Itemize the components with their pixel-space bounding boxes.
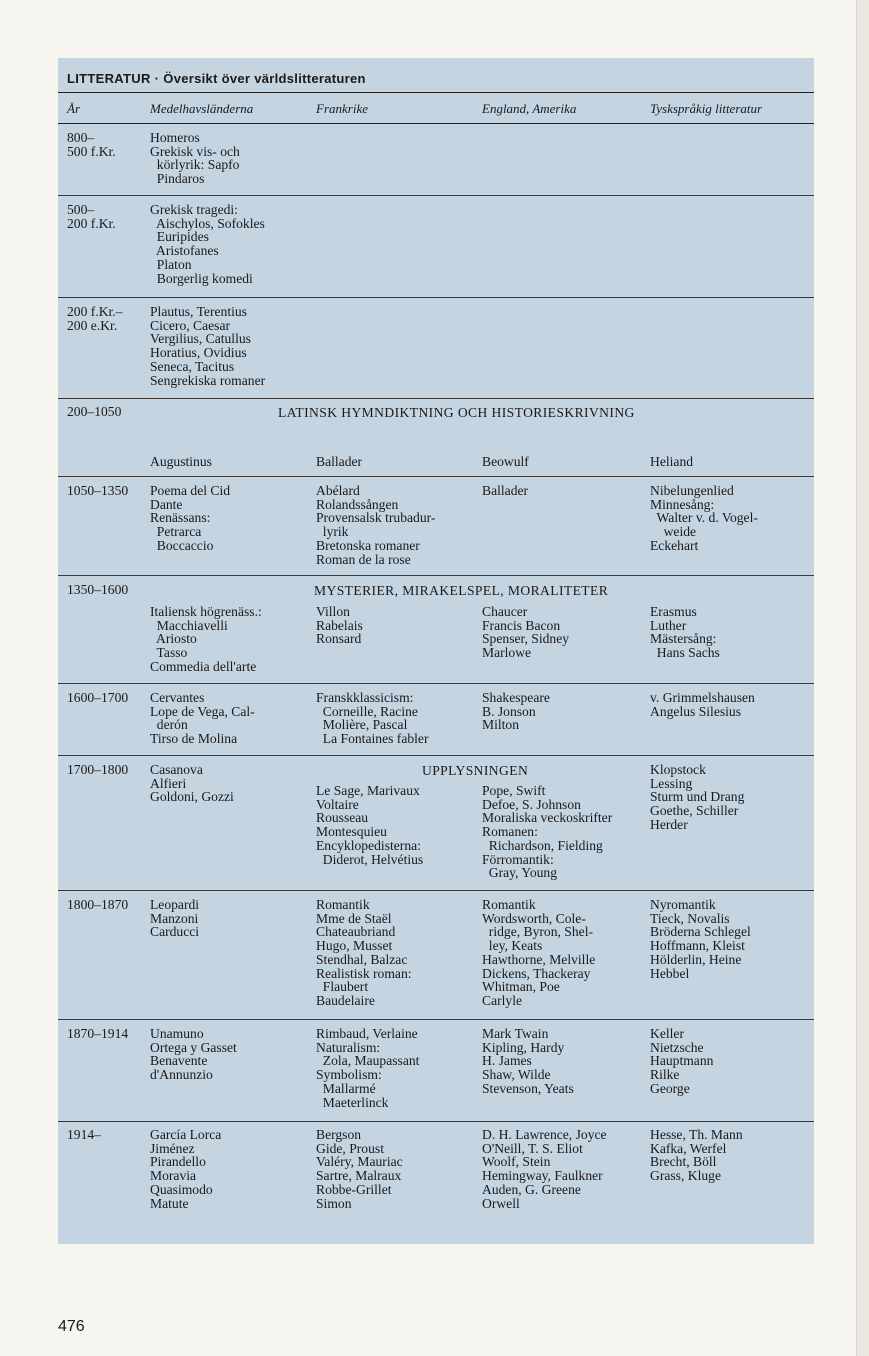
row-500bc-med: Grekisk tragedi: Aischylos, Sofokles Euripides Aristofanes Platon Borgerlig komedi <box>150 202 265 286</box>
row-200-band: LATINSK HYMNDIKTNING OCH HISTORIESKRIVNING <box>278 405 635 420</box>
title-separator: · <box>154 71 160 86</box>
row-1050-ger: Nibelungenlied Minnesång: Walter v. d. Vogel- weide Eckehart <box>650 483 758 553</box>
row-200-year: 200–1050 <box>67 404 122 419</box>
row-800bc-med: Homeros Grekisk vis- och körlyrik: Sapfo Pindaros <box>150 130 240 187</box>
row-1700-band: UPPLYSNINGEN <box>422 763 529 778</box>
row-200-fra: Ballader <box>316 454 363 469</box>
row-1914-med: García Lorca Jiménez Pirandello Moravia Quasimodo Matute <box>150 1127 222 1211</box>
row-1800-fra: Romantik Mme de Staël Chateaubriand Hugo, Musset Stendhal, Balzac Realistisk roman: Flaubert Baudelaire <box>316 897 412 1008</box>
row-1050-fra: Abélard Rolandssången Provensalsk trubadur- lyrik Bretonska romaner Roman de la rose <box>316 483 436 567</box>
page-edge <box>856 0 869 1356</box>
row-divider <box>58 755 814 756</box>
row-divider <box>58 683 814 684</box>
row-1700-med: Casanova Alfieri Goldoni, Gozzi <box>150 762 234 805</box>
page-title <box>67 71 366 86</box>
title-subtitle: Översikt över världslitteraturen <box>163 71 366 86</box>
row-1800-year: 1800–1870 <box>67 897 129 912</box>
row-divider <box>58 575 814 576</box>
row-200bc-year: 200 f.Kr.– 200 e.Kr. <box>67 304 123 333</box>
row-1600-fra: Franskklassicism: Corneille, Racine Molière, Pascal La Fontaines fabler <box>316 690 429 747</box>
row-200-eng: Beowulf <box>482 454 529 469</box>
header-england-america: England, Amerika <box>482 101 577 116</box>
title-rule <box>58 92 814 93</box>
row-1914-fra: Bergson Gide, Proust Valéry, Mauriac Sartre, Malraux Robbe-Grillet Simon <box>316 1127 403 1211</box>
row-1600-ger: v. Grimmelshausen Angelus Silesius <box>650 690 755 719</box>
row-1870-med: Unamuno Ortega y Gasset Benavente d'Annunzio <box>150 1026 237 1083</box>
row-1914-ger: Hesse, Th. Mann Kafka, Werfel Brecht, Böll Grass, Kluge <box>650 1127 743 1184</box>
row-500bc-year: 500– 200 f.Kr. <box>67 202 116 231</box>
row-1870-fra: Rimbaud, Verlaine Naturalism: Zola, Maupassant Symbolism: Mallarmé Maeterlinck <box>316 1026 420 1110</box>
row-divider <box>58 1121 814 1122</box>
row-1870-year: 1870–1914 <box>67 1026 129 1041</box>
header-german: Tyskspråkig litteratur <box>650 101 763 116</box>
row-1350-ger: Erasmus Luther Mästersång: Hans Sachs <box>650 604 720 661</box>
row-1350-fra: Villon Rabelais Ronsard <box>316 604 363 647</box>
row-divider <box>58 398 814 399</box>
row-1700-fra: Le Sage, Marivaux Voltaire Rousseau Montesquieu Encyklopedisterna: Diderot, Helvétius <box>316 783 424 867</box>
header-year: År <box>67 101 80 116</box>
row-200-ger: Heliand <box>650 454 694 469</box>
row-1800-med: Leopardi Manzoni Carducci <box>150 897 200 940</box>
row-1800-eng: Romantik Wordsworth, Cole- ridge, Byron, Shel- ley, Keats Hawthorne, Melville Dickens, Thackeray Whitman, Poe Carlyle <box>482 897 596 1008</box>
header-france: Frankrike <box>316 101 368 116</box>
row-1050-eng: Ballader <box>482 483 529 498</box>
row-1800-ger: Nyromantik Tieck, Novalis Bröderna Schlegel Hoffmann, Kleist Hölderlin, Heine Hebbel <box>650 897 751 981</box>
header-mediterranean: Medelhavsländerna <box>150 101 254 116</box>
row-1050-med: Poema del Cid Dante Renässans: Petrarca Boccaccio <box>150 483 231 553</box>
row-200-med: Augustinus <box>150 454 212 469</box>
row-1914-year: 1914– <box>67 1127 101 1142</box>
row-1700-eng: Pope, Swift Defoe, S. Johnson Moraliska veckoskrifter Romanen: Richardson, Fielding Förromantik: Gray, Young <box>482 783 613 881</box>
row-1870-eng: Mark Twain Kipling, Hardy H. James Shaw, Wilde Stevenson, Yeats <box>482 1026 574 1096</box>
row-1350-year: 1350–1600 <box>67 582 129 597</box>
row-1600-eng: Shakespeare B. Jonson Milton <box>482 690 550 733</box>
row-1600-med: Cervantes Lope de Vega, Cal- derón Tirso de Molina <box>150 690 255 747</box>
row-divider <box>58 297 814 298</box>
row-divider <box>58 195 814 196</box>
row-divider <box>58 476 814 477</box>
row-divider <box>58 1019 814 1020</box>
row-1870-ger: Keller Nietzsche Hauptmann Rilke George <box>650 1026 714 1096</box>
row-1914-eng: D. H. Lawrence, Joyce O'Neill, T. S. Eliot Woolf, Stein Hemingway, Faulkner Auden, G. Greene Orwell <box>482 1127 607 1211</box>
row-1700-year: 1700–1800 <box>67 762 129 777</box>
row-1050-year: 1050–1350 <box>67 483 129 498</box>
row-divider <box>58 890 814 891</box>
row-1700-ger: Klopstock Lessing Sturm und Drang Goethe, Schiller Herder <box>650 762 745 832</box>
row-800bc-year: 800– 500 f.Kr. <box>67 130 116 159</box>
header-rule <box>58 123 814 124</box>
row-1350-med: Italiensk högrenäss.: Macchiavelli Ariosto Tasso Commedia dell'arte <box>150 604 262 674</box>
row-200bc-med: Plautus, Terentius Cicero, Caesar Vergilius, Catullus Horatius, Ovidius Seneca, Tacitus Sengrekiska romaner <box>150 304 266 388</box>
row-1350-eng: Chaucer Francis Bacon Spenser, Sidney Marlowe <box>482 604 570 661</box>
title-main: LITTERATUR <box>67 71 151 86</box>
page-number: 476 <box>58 1318 85 1335</box>
row-1350-band: MYSTERIER, MIRAKELSPEL, MORALITETER <box>314 583 609 598</box>
row-1600-year: 1600–1700 <box>67 690 129 705</box>
